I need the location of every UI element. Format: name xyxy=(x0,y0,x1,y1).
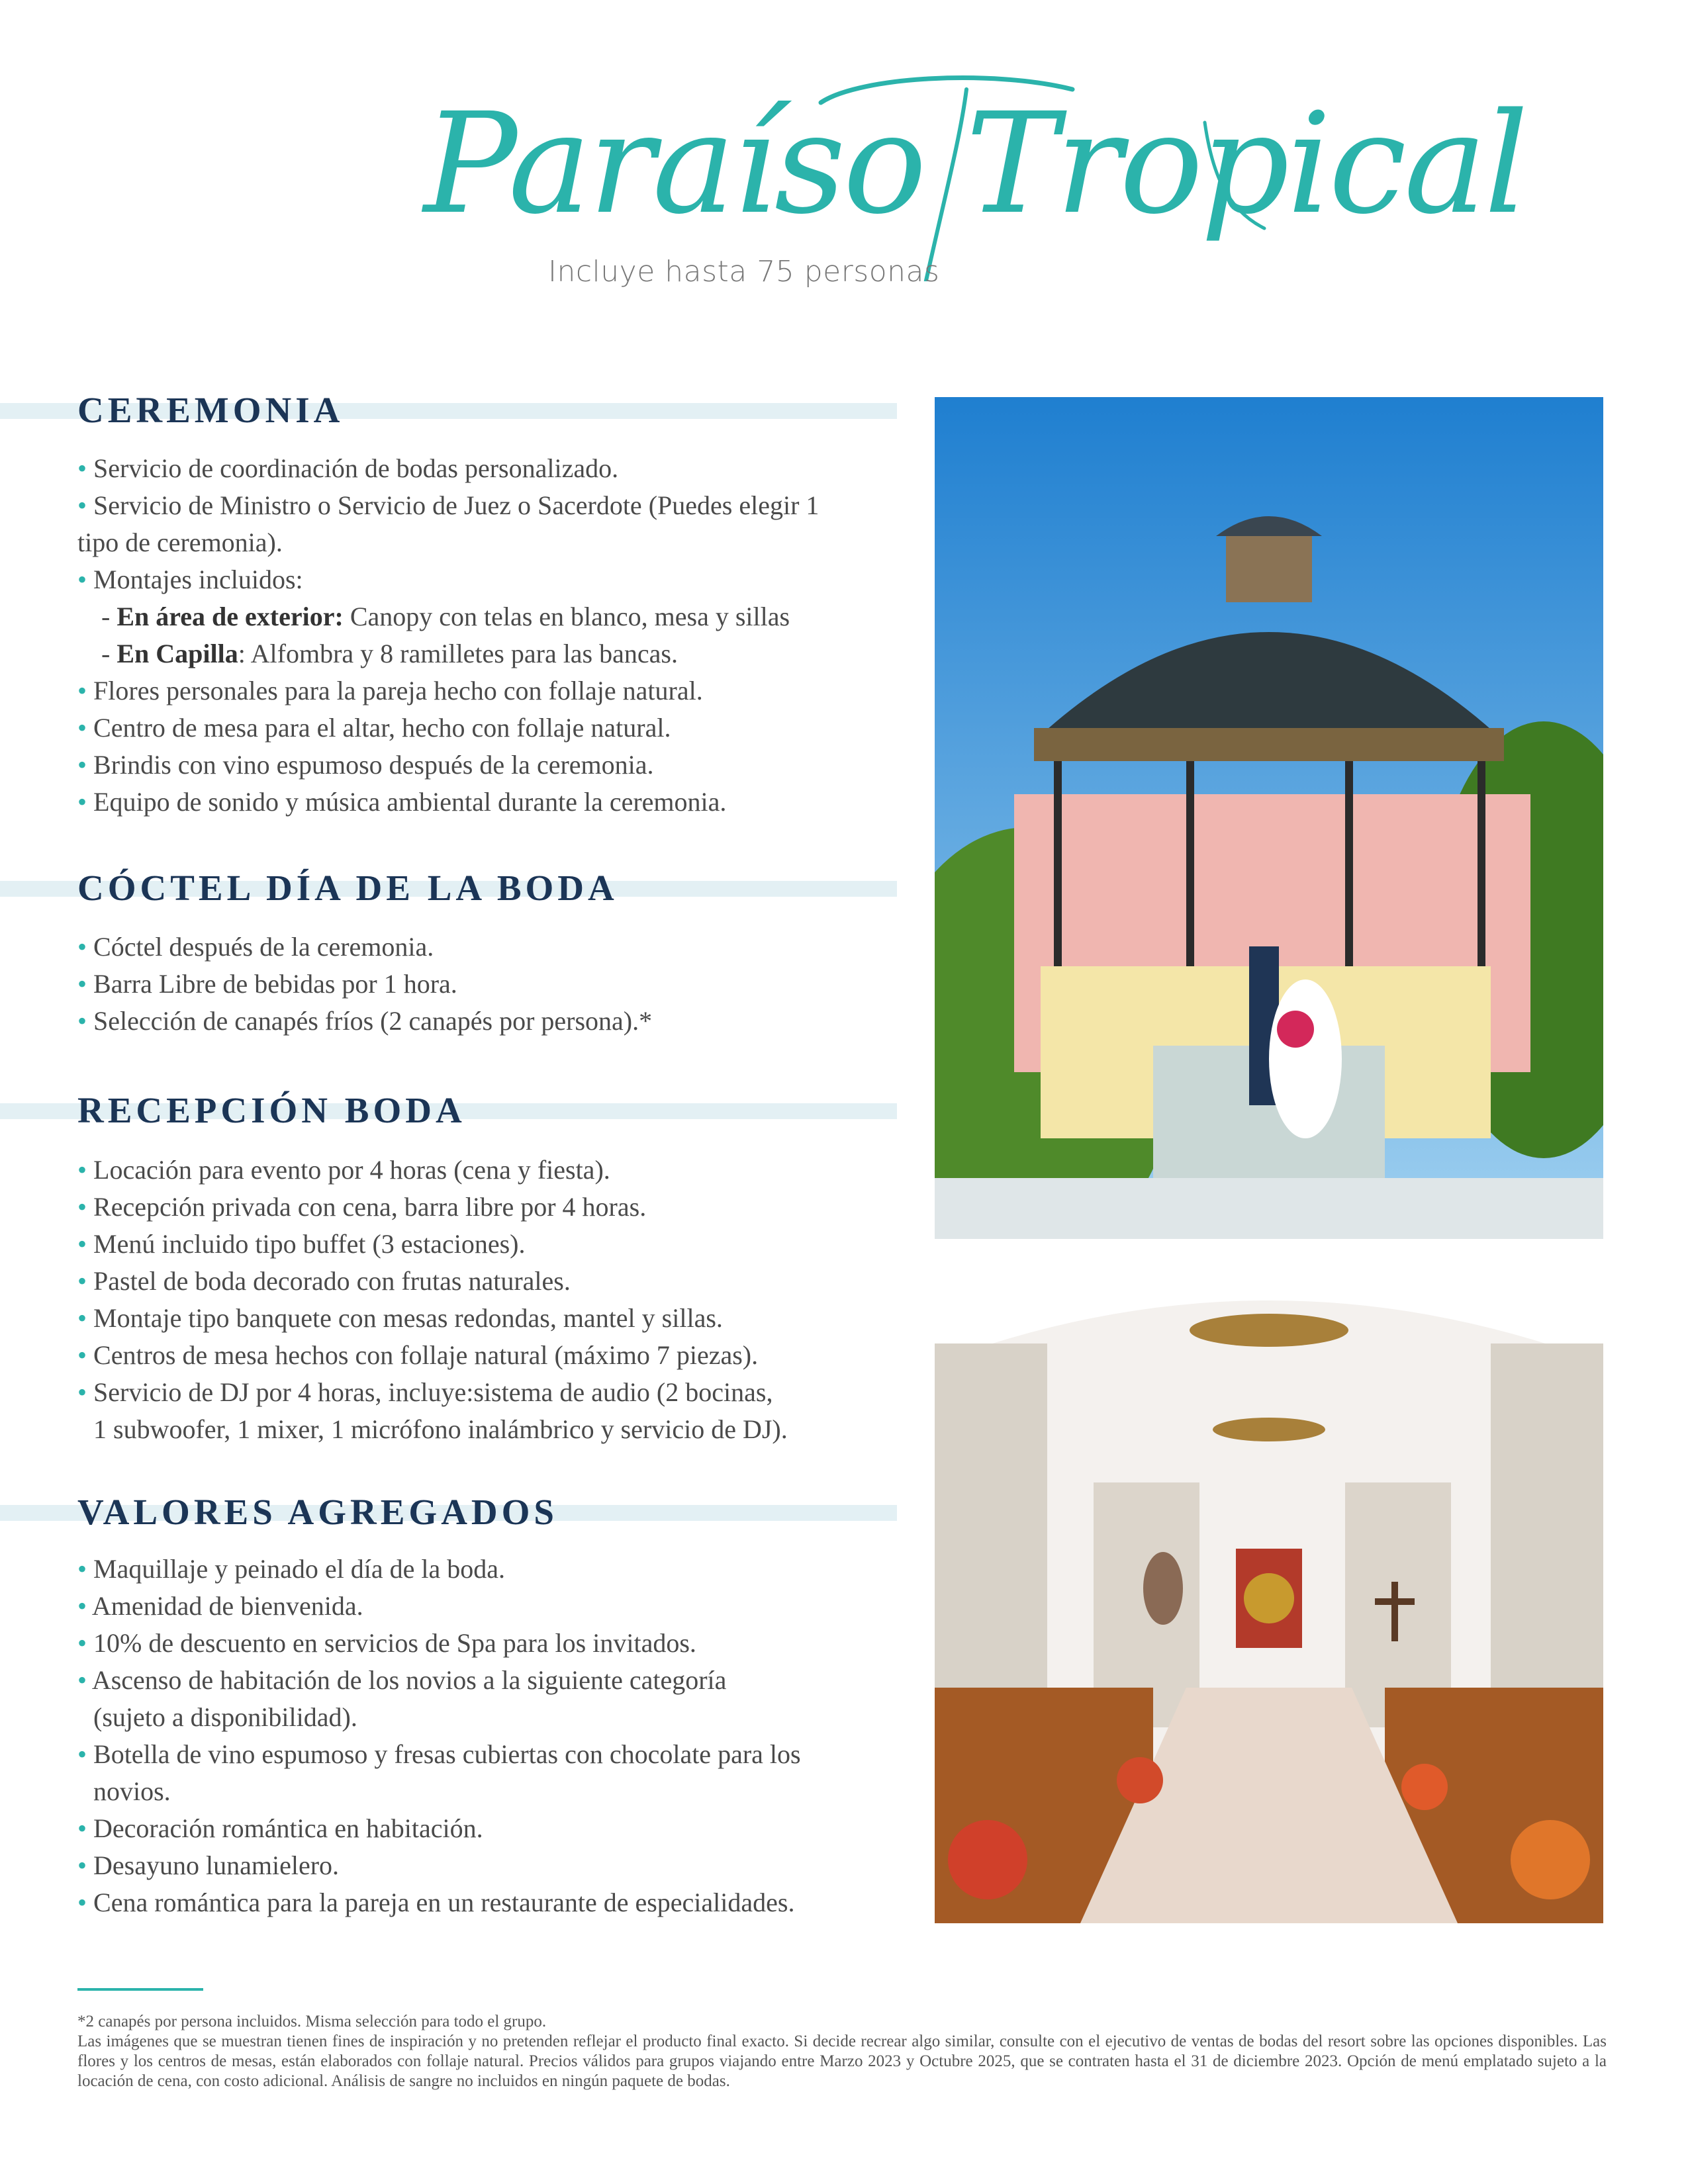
bullet-icon: • xyxy=(77,1554,87,1584)
bullet-icon: • xyxy=(77,787,87,817)
list-item: • Maquillaje y peinado el día de la boda. xyxy=(77,1554,506,1584)
section-heading-coctel: CÓCTEL DÍA DE LA BODA xyxy=(77,868,618,908)
bullet-icon: • xyxy=(77,1739,87,1769)
list-item: • Servicio de Ministro o Servicio de Juez o Sacerdote (Puedes elegir 1 xyxy=(77,490,820,520)
list-item: • Montajes incluidos: xyxy=(77,565,303,594)
bullet-icon: • xyxy=(77,1850,87,1880)
chapel-photo xyxy=(935,1264,1603,1923)
bullet-icon: • xyxy=(77,1229,87,1259)
bullet-icon: • xyxy=(77,490,87,520)
bullet-icon: • xyxy=(77,1813,87,1843)
list-item-continued: novios. xyxy=(93,1776,171,1806)
list-item: • Cena romántica para la pareja en un restaurante de especialidades. xyxy=(77,1888,795,1917)
list-item-continued: 1 subwoofer, 1 mixer, 1 micrófono inalámbrico y servicio de DJ). xyxy=(93,1414,788,1444)
title-area xyxy=(397,63,1526,281)
list-item: • Pastel de boda decorado con frutas naturales. xyxy=(77,1266,571,1296)
recepcion-list xyxy=(77,1152,905,1448)
bullet-icon: • xyxy=(77,1888,87,1917)
list-item: • Flores personales para la pareja hecho con follaje natural. xyxy=(77,676,703,705)
footer-notes xyxy=(77,2012,1607,2091)
footer-rule xyxy=(77,1988,203,1991)
list-item: • Equipo de sonido y música ambiental durante la ceremonia. xyxy=(77,787,727,817)
list-item: • Centros de mesa hechos con follaje natural (máximo 7 piezas). xyxy=(77,1340,759,1370)
dash-icon: - xyxy=(101,602,111,631)
list-item: • Ascenso de habitación de los novios a la siguiente categoría xyxy=(77,1665,727,1695)
list-item: • Servicio de DJ por 4 horas, incluye:sistema de audio (2 bocinas, xyxy=(77,1377,773,1407)
bullet-icon: • xyxy=(77,1303,87,1333)
bullet-icon: • xyxy=(77,1591,87,1621)
bullet-icon: • xyxy=(77,1340,87,1370)
list-item: • Menú incluido tipo buffet (3 estaciones). xyxy=(77,1229,526,1259)
ceremonia-list xyxy=(77,450,905,821)
list-subitem: - En área de exterior: Canopy con telas en blanco, mesa y sillas xyxy=(101,602,790,631)
bullet-icon: • xyxy=(77,713,87,743)
section-heading-valores: VALORES AGREGADOS xyxy=(77,1492,559,1532)
bullet-icon: • xyxy=(77,932,87,962)
list-item: • Decoración romántica en habitación. xyxy=(77,1813,483,1843)
bullet-icon: • xyxy=(77,676,87,705)
bullet-icon: • xyxy=(77,1665,87,1695)
list-item: • 10% de descuento en servicios de Spa para los invitados. xyxy=(77,1628,696,1658)
bullet-icon: • xyxy=(77,565,87,594)
page-subtitle: Incluye hasta 75 personas xyxy=(548,255,940,289)
bullet-icon: • xyxy=(77,1266,87,1296)
bullet-icon: • xyxy=(77,750,87,780)
list-item-continued: (sujeto a disponibilidad). xyxy=(93,1702,357,1732)
section-heading-recepcion: RECEPCIÓN BODA xyxy=(77,1090,466,1130)
list-subitem: - En Capilla: Alfombra y 8 ramilletes para las bancas. xyxy=(101,639,678,668)
bullet-icon: • xyxy=(77,1628,87,1658)
list-item: • Montaje tipo banquete con mesas redondas, mantel y sillas. xyxy=(77,1303,723,1333)
list-item: • Cóctel después de la ceremonia. xyxy=(77,932,434,962)
bullet-icon: • xyxy=(77,1377,87,1407)
list-item: • Amenidad de bienvenida. xyxy=(77,1591,363,1621)
list-item: tipo de ceremonia). xyxy=(77,527,283,557)
valores-list xyxy=(77,1551,905,1921)
list-item: • Barra Libre de bebidas por 1 hora. xyxy=(77,969,457,999)
page-title: Paraíso Tropical xyxy=(424,83,1526,245)
gazebo-photo xyxy=(935,397,1603,1239)
list-item: • Locación para evento por 4 horas (cena y fiesta). xyxy=(77,1155,610,1185)
bullet-icon: • xyxy=(77,453,87,483)
list-item: • Servicio de coordinación de bodas personalizado. xyxy=(77,453,619,483)
bullet-icon: • xyxy=(77,1006,87,1036)
list-item: • Botella de vino espumoso y fresas cubiertas con chocolate para los xyxy=(77,1739,801,1769)
list-item: • Recepción privada con cena, barra libre por 4 horas. xyxy=(77,1192,647,1222)
list-item: • Selección de canapés fríos (2 canapés por persona).* xyxy=(77,1006,653,1036)
bullet-icon: • xyxy=(77,1192,87,1222)
list-item: • Brindis con vino espumoso después de la ceremonia. xyxy=(77,750,654,780)
footnote: *2 canapés por persona incluidos. Misma selección para todo el grupo. xyxy=(77,2013,547,2030)
dash-icon: - xyxy=(101,639,111,668)
section-heading-ceremonia: CEREMONIA xyxy=(77,390,344,430)
list-item: • Desayuno lunamielero. xyxy=(77,1850,340,1880)
bullet-icon: • xyxy=(77,969,87,999)
list-item: • Centro de mesa para el altar, hecho con follaje natural. xyxy=(77,713,671,743)
coctel-list xyxy=(77,929,905,1040)
bullet-icon: • xyxy=(77,1155,87,1185)
disclaimer: Las imágenes que se muestran tienen fines de inspiración y no pretenden reflejar el producto final exacto. Si decide recrear algo similar, consulte con el ejecutivo de ventas de bodas del resort sobre las opciones disponibles. Las flores y los centros de mesas, están elaborados con follaje natural. Precios válidos para grupos viajando entre Marzo 2023 y Octubre 2025, que se contraten hasta el 31 de diciembre 2023. Opción de menú emplatado sujeto a la locación de cena, con costo adicional. Análisis de sangre no incluidos en ningún paquete de bodas. xyxy=(77,2032,1607,2090)
